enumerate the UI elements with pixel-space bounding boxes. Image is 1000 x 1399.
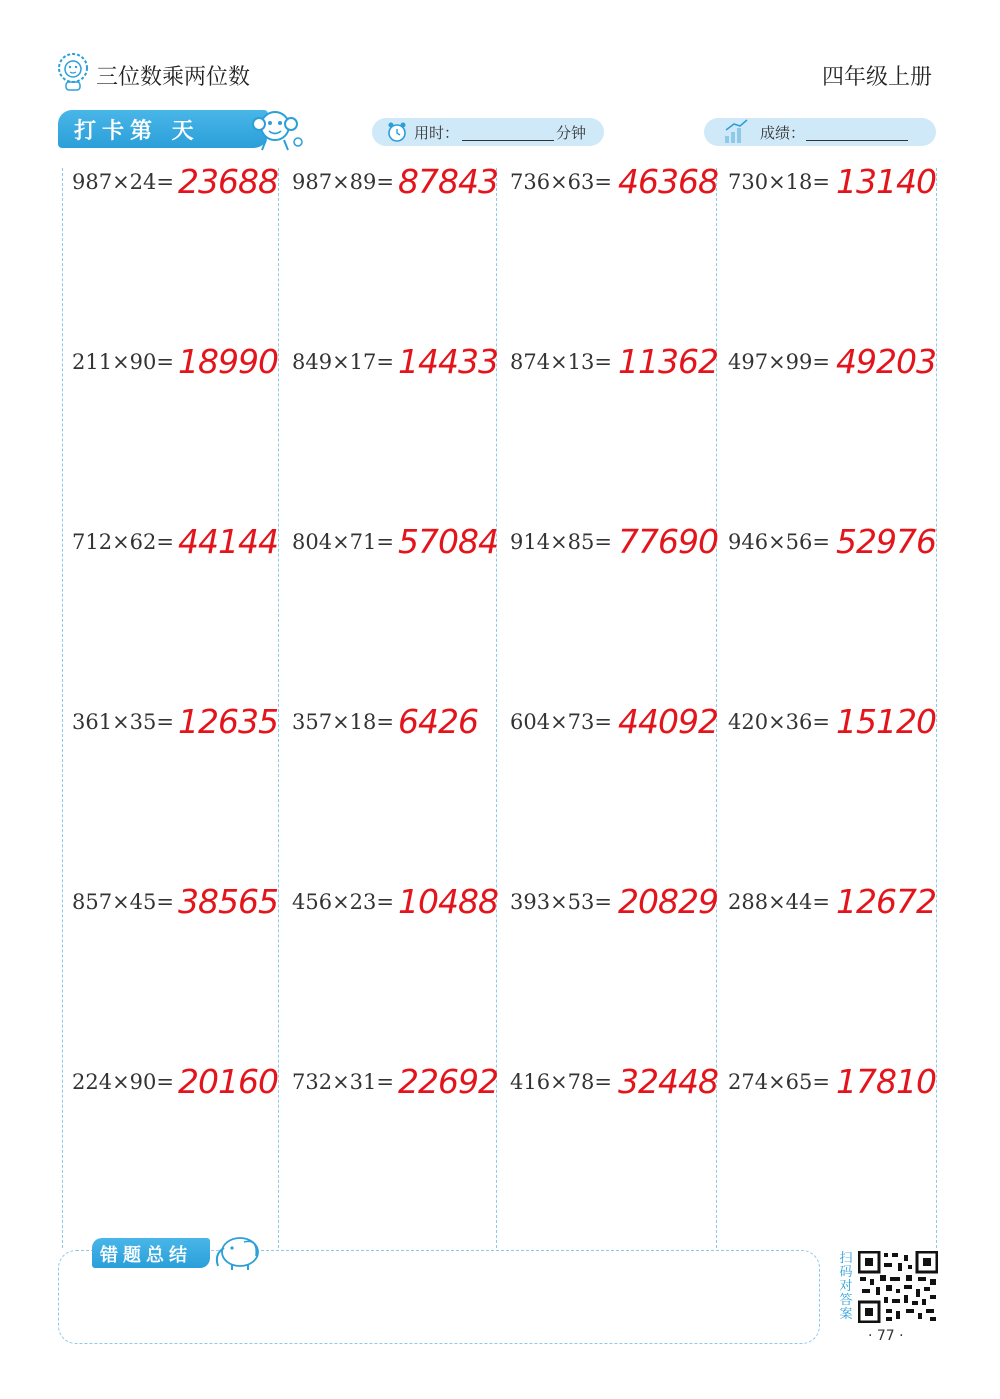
problem-expression: 357×18= bbox=[292, 710, 394, 734]
problem-expression: 211×90= bbox=[72, 350, 174, 374]
problem-expression: 456×23= bbox=[292, 890, 394, 914]
problem-expression: 914×85= bbox=[510, 530, 612, 554]
problem-expression: 874×13= bbox=[510, 350, 612, 374]
handwritten-answer: 46368 bbox=[618, 162, 718, 201]
scan-for-answers-label: 扫码对答案 bbox=[839, 1251, 853, 1322]
handwritten-answer: 12635 bbox=[178, 702, 278, 741]
problem-expression: 730×18= bbox=[728, 170, 830, 194]
problem-expression: 224×90= bbox=[72, 1070, 174, 1094]
problem-expression: 497×99= bbox=[728, 350, 830, 374]
problem-expression: 420×36= bbox=[728, 710, 830, 734]
alarm-clock-icon bbox=[386, 121, 408, 143]
handwritten-answer: 49203 bbox=[836, 342, 936, 381]
problem-expression: 804×71= bbox=[292, 530, 394, 554]
time-input-line[interactable] bbox=[462, 124, 554, 141]
score-label: 成绩： bbox=[760, 124, 806, 142]
score-input-line[interactable] bbox=[806, 124, 908, 141]
time-unit: 分钟 bbox=[556, 124, 587, 142]
handwritten-answer: 23688 bbox=[178, 162, 278, 201]
problem-expression: 946×56= bbox=[728, 530, 830, 554]
checkin-label: 打卡第 天 bbox=[74, 119, 200, 144]
problem-expression: 274×65= bbox=[728, 1070, 830, 1094]
problem-expression: 987×89= bbox=[292, 170, 394, 194]
summary-label: 错题总结 bbox=[100, 1245, 192, 1266]
time-label: 用时： bbox=[414, 124, 460, 142]
lion-icon bbox=[56, 52, 90, 92]
problem-expression: 416×78= bbox=[510, 1070, 612, 1094]
problem-expression: 393×53= bbox=[510, 890, 612, 914]
problem-expression: 604×73= bbox=[510, 710, 612, 734]
handwritten-answer: 32448 bbox=[618, 1062, 718, 1101]
handwritten-answer: 52976 bbox=[836, 522, 936, 561]
grade-label: 四年级上册 bbox=[821, 65, 932, 90]
problem-expression: 361×35= bbox=[72, 710, 174, 734]
handwritten-answer: 38565 bbox=[178, 882, 278, 921]
problem-expression: 857×45= bbox=[72, 890, 174, 914]
problem-expression: 987×24= bbox=[72, 170, 174, 194]
monkey-icon bbox=[246, 102, 304, 154]
handwritten-answer: 10488 bbox=[398, 882, 498, 921]
page-number: · 77 · bbox=[868, 1328, 904, 1344]
handwritten-answer: 44092 bbox=[618, 702, 718, 741]
handwritten-answer: 17810 bbox=[836, 1062, 936, 1101]
problem-expression: 849×17= bbox=[292, 350, 394, 374]
problem-expression: 288×44= bbox=[728, 890, 830, 914]
bar-chart-icon bbox=[722, 118, 750, 144]
handwritten-answer: 14433 bbox=[398, 342, 498, 381]
handwritten-answer: 57084 bbox=[398, 522, 498, 561]
handwritten-answer: 18990 bbox=[178, 342, 278, 381]
page-title: 三位数乘两位数 bbox=[96, 65, 251, 90]
problem-expression: 736×63= bbox=[510, 170, 612, 194]
handwritten-answer: 13140 bbox=[836, 162, 936, 201]
handwritten-answer: 77690 bbox=[618, 522, 718, 561]
elephant-icon bbox=[206, 1228, 268, 1272]
handwritten-answer: 20829 bbox=[618, 882, 718, 921]
handwritten-answer: 44144 bbox=[178, 522, 278, 561]
handwritten-answer: 20160 bbox=[178, 1062, 278, 1101]
handwritten-answer: 12672 bbox=[836, 882, 936, 921]
problem-expression: 732×31= bbox=[292, 1070, 394, 1094]
grid-divider bbox=[62, 168, 63, 1248]
problem-expression: 712×62= bbox=[72, 530, 174, 554]
handwritten-answer: 6426 bbox=[398, 702, 478, 741]
grid-divider bbox=[936, 168, 937, 1248]
handwritten-answer: 87843 bbox=[398, 162, 498, 201]
handwritten-answer: 15120 bbox=[836, 702, 936, 741]
handwritten-answer: 22692 bbox=[398, 1062, 498, 1101]
qr-code-icon[interactable] bbox=[858, 1251, 938, 1323]
grid-divider bbox=[278, 168, 279, 1248]
handwritten-answer: 11362 bbox=[618, 342, 718, 381]
